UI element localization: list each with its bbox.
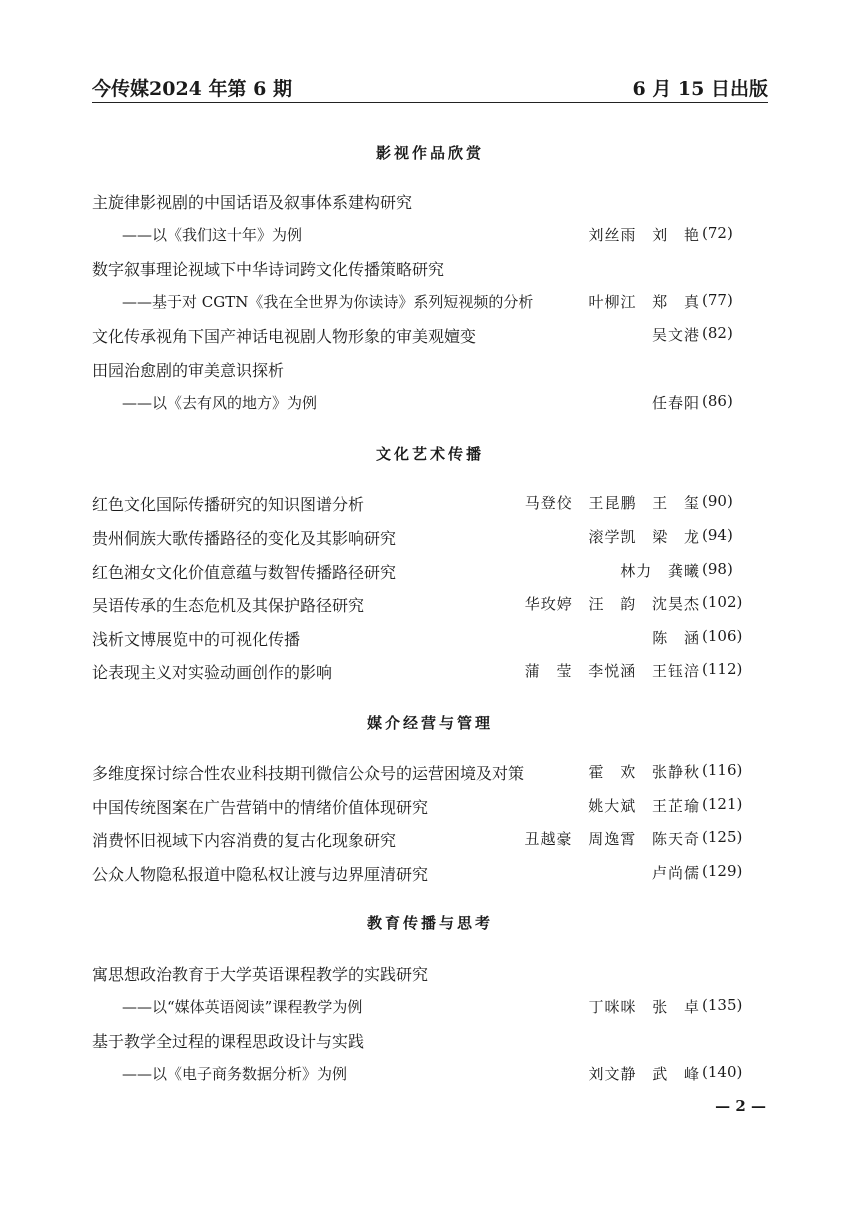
toc-entry[interactable] xyxy=(92,257,768,281)
toc-entry[interactable] xyxy=(92,962,768,986)
entry-page: (116) xyxy=(702,761,743,779)
entry-authors: 滚学凯 梁 龙 xyxy=(588,528,700,546)
toc-entry[interactable] xyxy=(92,1029,768,1053)
toc-entry[interactable] xyxy=(92,627,768,651)
entry-title: 数字叙事理论视域下中华诗词跨文化传播策略研究 xyxy=(92,260,445,279)
entry-page: (77) xyxy=(702,291,733,309)
toc-entry[interactable] xyxy=(92,660,768,684)
section-heading: 教育传播与思考 xyxy=(366,914,493,932)
entry-title: 田园治愈剧的审美意识探析 xyxy=(92,361,285,380)
section-heading: 影视作品欣赏 xyxy=(375,144,484,162)
entry-page: (90) xyxy=(702,492,733,510)
entry-title: 贵州侗族大歌传播路径的变化及其影响研究 xyxy=(92,529,397,548)
entry-authors: 马登佼 王昆鹏 王 玺 xyxy=(524,494,700,512)
entry-title: 红色文化国际传播研究的知识图谱分析 xyxy=(92,495,365,514)
entry-page: (102) xyxy=(702,593,743,611)
entry-title: 红色湘女文化价值意蕴与数智传播路径研究 xyxy=(92,563,397,582)
toc-entry[interactable] xyxy=(92,593,768,617)
toc-entry[interactable] xyxy=(92,862,768,886)
entry-page: (82) xyxy=(702,324,733,342)
issue-info xyxy=(92,74,292,101)
entry-authors: 叶柳江 郑 真 xyxy=(588,293,700,311)
page-header xyxy=(92,74,768,103)
entry-title: 吴语传承的生态危机及其保护路径研究 xyxy=(92,596,365,615)
toc-entry-subline xyxy=(92,392,768,416)
entry-title: 中国传统图案在广告营销中的情绪价值体现研究 xyxy=(92,798,429,817)
entry-authors: 姚大斌 王芷瑜 xyxy=(588,797,700,815)
entry-authors: 刘丝雨 刘 艳 xyxy=(588,226,700,244)
toc-entry[interactable] xyxy=(92,526,768,550)
entry-title: 公众人物隐私报道中隐私权让渡与边界厘清研究 xyxy=(92,865,429,884)
entry-authors: 林力 龚曦 xyxy=(620,562,700,580)
page-number: — 2 — xyxy=(715,1097,766,1115)
entry-page: (94) xyxy=(702,526,733,544)
entry-subtitle: ——以《我们这十年》为例 xyxy=(122,226,303,244)
section-heading: 媒介经营与管理 xyxy=(366,714,493,732)
entry-title: 主旋律影视剧的中国话语及叙事体系建构研究 xyxy=(92,193,413,212)
entry-authors: 卢尚儒 xyxy=(651,864,700,882)
entry-subtitle: ——以“媒体英语阅读”课程教学为例 xyxy=(122,998,363,1016)
entry-page: (72) xyxy=(702,224,733,242)
entry-title: 寓思想政治教育于大学英语课程教学的实践研究 xyxy=(92,965,429,984)
entry-page: (121) xyxy=(702,795,743,813)
entry-title: 文化传承视角下国产神话电视剧人物形象的审美观嬗变 xyxy=(92,327,477,346)
toc-entry[interactable] xyxy=(92,190,768,214)
entry-page: (129) xyxy=(702,862,743,880)
toc-entry[interactable] xyxy=(92,828,768,852)
entry-subtitle: ——以《去有风的地方》为例 xyxy=(122,394,318,412)
entry-authors: 任春阳 xyxy=(651,394,700,412)
section-heading: 文化艺术传播 xyxy=(375,445,484,463)
entry-page: (112) xyxy=(702,660,743,678)
entry-title: 基于教学全过程的课程思政设计与实践 xyxy=(92,1032,365,1051)
toc-entry[interactable] xyxy=(92,761,768,785)
entry-authors: 霍 欢 张静秋 xyxy=(588,763,700,781)
issue-number: 2024 年第 6 期 xyxy=(149,78,292,100)
entry-page: (86) xyxy=(702,392,733,410)
toc-entry[interactable] xyxy=(92,358,768,382)
entry-authors: 吴文港 xyxy=(651,326,700,344)
entry-title: 多维度探讨综合性农业科技期刊微信公众号的运营困境及对策 xyxy=(92,764,525,783)
toc-entry-subline xyxy=(92,1063,768,1087)
entry-page: (125) xyxy=(702,828,743,846)
toc-entry[interactable] xyxy=(92,560,768,584)
entry-authors: 陈 涵 xyxy=(652,629,700,647)
entry-authors: 丁咪咪 张 卓 xyxy=(588,998,700,1016)
toc-entry[interactable] xyxy=(92,795,768,819)
toc-entry-subline xyxy=(92,291,768,315)
entry-authors: 丑越豪 周逸霄 陈天奇 xyxy=(524,830,700,848)
entry-page: (135) xyxy=(702,996,743,1014)
entry-page: (98) xyxy=(702,560,733,578)
entry-title: 浅析文博展览中的可视化传播 xyxy=(92,630,301,649)
entry-title: 消费怀旧视域下内容消费的复古化现象研究 xyxy=(92,831,397,850)
entry-authors: 蒲 莹 李悦涵 王钰涪 xyxy=(524,662,700,680)
toc-entry[interactable] xyxy=(92,492,768,516)
entry-subtitle: ——基于对 CGTN《我在全世界为你读诗》系列短视频的分析 xyxy=(122,293,534,311)
entry-authors: 刘文静 武 峰 xyxy=(588,1065,700,1083)
entry-authors: 华玫婷 汪 韵 沈昊杰 xyxy=(524,595,700,613)
toc-entry[interactable] xyxy=(92,324,768,348)
entry-subtitle: ——以《电子商务数据分析》为例 xyxy=(122,1065,348,1083)
entry-title: 论表现主义对实验动画创作的影响 xyxy=(92,663,333,682)
publish-date: 6 月 15 日出版 xyxy=(632,78,768,100)
entry-page: (106) xyxy=(702,627,743,645)
entry-page: (140) xyxy=(702,1063,743,1081)
toc-entry-subline xyxy=(92,996,768,1020)
toc-entry-subline xyxy=(92,224,768,248)
magazine-name: 今传媒 xyxy=(92,78,150,100)
